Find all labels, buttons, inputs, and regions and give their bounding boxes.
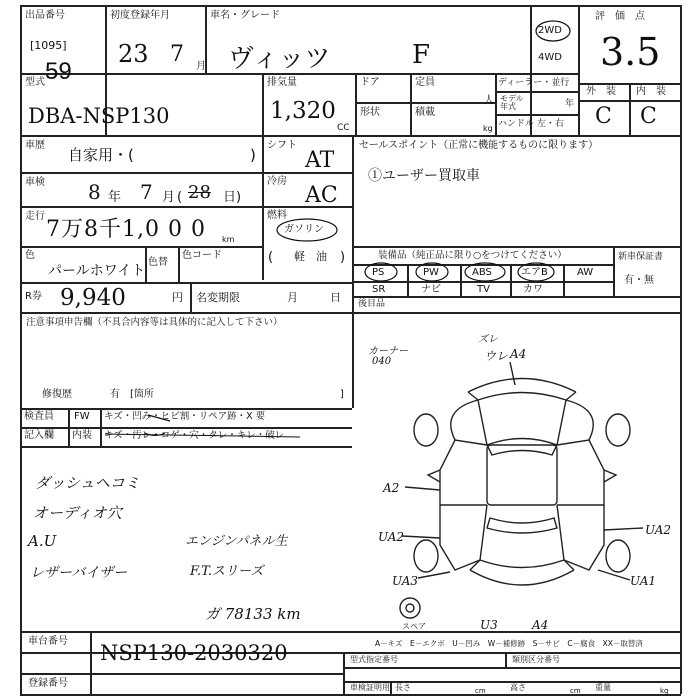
- sales-point-label: セールスポイント（正常に機能するものに限ります）: [359, 140, 599, 151]
- wheel-rear-right: [606, 540, 630, 572]
- length-label: 長さ: [395, 683, 411, 692]
- inspection-label: 車検: [25, 177, 45, 188]
- car-left-fender: [451, 400, 478, 440]
- model-year-label: モデル 年式: [500, 94, 524, 112]
- warranty-label: 新車保証書: [618, 252, 664, 262]
- color-code-label: 色コード: [182, 250, 222, 261]
- wheel-front-right: [606, 414, 630, 446]
- note-2: オーディオ穴: [33, 504, 122, 522]
- mileage-unit: km: [222, 235, 235, 244]
- equip-leather: カワ: [523, 284, 543, 295]
- displacement-label: 排気量: [267, 77, 297, 88]
- damage-ua2-right: UA2: [645, 523, 672, 537]
- leader-top: [510, 362, 515, 385]
- damage-a2: A2: [383, 481, 400, 495]
- spare-label: スペア: [402, 622, 426, 631]
- note-6: F.T.スリーズ: [190, 564, 264, 579]
- int-label: 内装: [72, 430, 92, 441]
- displacement-unit: CC: [337, 123, 350, 133]
- history-value: 自家用・(: [68, 146, 134, 164]
- name-change-month: 月: [287, 291, 298, 304]
- int-strike: [105, 434, 300, 437]
- color-label: 色: [25, 250, 35, 261]
- grade: F: [412, 40, 431, 70]
- door-label: ドア: [360, 77, 380, 88]
- damage-a4-rear: A4: [532, 618, 549, 632]
- pw-circle: [416, 263, 448, 281]
- load-label: 積載: [415, 107, 435, 118]
- name-change-label: 名変期限: [196, 291, 240, 304]
- fw-label: FW: [74, 411, 90, 422]
- chassis-value: NSP130-2030320: [100, 641, 288, 665]
- warranty-value: 有・無: [624, 275, 654, 286]
- car-front-bumper: [468, 379, 576, 393]
- equip-tv: TV: [477, 284, 490, 295]
- year-unit: 年: [565, 99, 575, 109]
- aircon-label: 冷房: [267, 176, 287, 187]
- designation-label: 型式指定番号: [350, 655, 398, 664]
- notes-label: 注意事項申告欄（不具合内容等は具体的に記入して下さい）: [26, 317, 283, 328]
- equipment-label: 装備品（純正品に限り○をつけてください）: [378, 250, 567, 261]
- fuel-gasoline: ガソリン: [284, 224, 324, 235]
- mirror-right: [604, 470, 616, 482]
- equip-ps: PS: [372, 267, 385, 278]
- equip-pw: PW: [423, 267, 439, 278]
- gasoline-circle: [277, 219, 337, 241]
- interior-grade: C: [640, 104, 657, 129]
- height-label: 高さ: [510, 683, 526, 692]
- drive-2wd-circle: [536, 21, 570, 41]
- inspection-day: 28: [188, 182, 211, 203]
- car-right-fender: [566, 400, 593, 440]
- inspector-label-1: 検査員: [24, 411, 54, 422]
- fw-text: キズ・凹み・ヒビ割・リペア跡・X 要: [104, 411, 266, 422]
- repair-close: ]: [340, 389, 344, 400]
- diag-note-corner: カーナー: [368, 346, 408, 357]
- capacity-label: 定員: [415, 77, 435, 88]
- model-label: 車名・グレード: [210, 10, 280, 21]
- repair-value: 有 [箇所: [110, 389, 154, 400]
- mileage-label: 走行: [25, 211, 45, 222]
- model-name: ヴィッツ: [228, 44, 331, 74]
- weight-unit: kg: [660, 687, 669, 695]
- exterior-grade: C: [595, 104, 612, 129]
- inspection-month-unit: 月: [162, 190, 176, 205]
- cert-label: 車検証明用: [350, 683, 390, 692]
- inspection-month: 7: [140, 180, 153, 204]
- leader-ua2-right: [604, 528, 643, 530]
- length-unit: cm: [475, 687, 486, 695]
- first-reg-month: 7: [170, 42, 184, 67]
- mileage-value: 7万8千1,0 0 0: [46, 217, 206, 242]
- leader-ua3: [418, 572, 450, 578]
- damage-u3: U3: [480, 618, 498, 632]
- inspection-year: 8: [88, 180, 101, 204]
- recycle-value: 9,940: [60, 285, 126, 311]
- interior-label: 内 装: [636, 86, 666, 97]
- equip-abs: ABS: [472, 267, 492, 278]
- note-1: ダッシュヘコミ: [35, 474, 140, 492]
- fuel-diesel: 軽 油: [294, 250, 327, 263]
- inspection-day-unit: 日): [223, 190, 242, 205]
- diag-note-a4: A4: [510, 347, 527, 361]
- damage-ua3: UA3: [392, 574, 419, 588]
- rear-seat-label: 後目品: [358, 299, 386, 309]
- leader-ua2-left: [402, 536, 440, 538]
- note-4: レザーバイザー: [30, 565, 128, 581]
- car-rear-window: [487, 518, 557, 533]
- capacity-unit: 人: [484, 95, 494, 106]
- exterior-label: 外 装: [586, 86, 616, 97]
- shift-label: シフト: [267, 140, 297, 151]
- first-reg-year: 23: [118, 40, 149, 68]
- car-rear-bumper: [470, 570, 574, 585]
- lot-label: 出品番号: [25, 10, 65, 21]
- inspection-year-unit: 年: [108, 190, 122, 205]
- class-label: 類別区分番号: [512, 655, 560, 664]
- lot-code: [1095]: [30, 39, 67, 52]
- equip-airbag: エアB: [521, 267, 548, 278]
- equip-navi: ナビ: [421, 284, 441, 295]
- note-7: ガ 78133 km: [205, 605, 301, 623]
- displacement-value: 1,320: [270, 98, 336, 124]
- diag-note-040: 040: [372, 356, 392, 367]
- airbag-circle: [518, 263, 554, 281]
- recycle-unit: 円: [172, 291, 183, 304]
- score-label: 評 価 点: [595, 11, 645, 22]
- diag-note-ure: ウレ: [484, 349, 509, 363]
- damage-ua2-left: UA2: [378, 530, 405, 544]
- load-unit: kg: [483, 124, 493, 133]
- abs-circle: [465, 263, 505, 281]
- handle-label: ハンドル 左・右: [498, 119, 564, 129]
- car-windshield: [487, 439, 557, 456]
- weight-label: 重量: [595, 683, 611, 692]
- damage-ua1: UA1: [630, 574, 657, 588]
- history-label: 車歴: [25, 140, 45, 151]
- score: 3.5: [600, 30, 661, 74]
- wheel-front-left: [414, 414, 438, 446]
- shape-label: 形状: [360, 107, 380, 118]
- spare-wheel: [400, 598, 420, 618]
- drive-4wd: 4WD: [538, 52, 562, 63]
- lot-number: 59: [45, 58, 72, 85]
- fw-strike: [148, 415, 170, 421]
- reg-label: 登録番号: [28, 678, 68, 689]
- sales-point-value: ①ユーザー買取車: [368, 168, 480, 184]
- type-value: DBA-NSP130: [28, 104, 170, 128]
- leader-a2: [405, 487, 440, 490]
- first-reg-label: 初度登録年月: [110, 10, 170, 21]
- fuel-label: 燃料: [267, 210, 287, 221]
- first-reg-month-unit: 月: [196, 61, 206, 72]
- ps-circle: [365, 263, 397, 281]
- note-3: A.U: [28, 532, 57, 550]
- drive-2wd: 2WD: [538, 25, 562, 36]
- height-unit: cm: [570, 687, 581, 695]
- color-value: パールホワイト: [48, 263, 146, 279]
- repaint-label: 色替: [148, 257, 168, 268]
- type-label: 型式: [25, 77, 45, 88]
- equip-aw: AW: [577, 267, 594, 278]
- int-text: キズ・汚レ・コゲ・穴・タレ・キレ・破レ: [104, 430, 285, 441]
- car-hood: [478, 393, 566, 446]
- inspector-label-2: 記入欄: [24, 430, 54, 441]
- repair-label: 修復歴: [42, 389, 72, 400]
- chassis-label: 車台番号: [28, 636, 68, 647]
- car-diagram: [400, 362, 643, 618]
- damage-legend: A－キズ E－エクボ U－凹み W－補修跡 S－サビ C－腐食 XX－取替済: [375, 639, 643, 648]
- shift-value: AT: [305, 148, 335, 173]
- dealer-label: ディーラー・並行: [498, 78, 570, 88]
- history-close: ): [250, 146, 256, 164]
- recycle-label: R券: [25, 291, 42, 302]
- name-change-day: 日: [330, 291, 341, 304]
- car-trunk: [480, 505, 564, 568]
- diag-note-shift: ズレ: [478, 334, 498, 345]
- note-5: エンジンパネル生: [185, 534, 288, 549]
- wheel-rear-left: [414, 540, 438, 572]
- aircon-value: AC: [305, 183, 338, 208]
- auction-sheet: 出品番号 [1095] 59 初度登録年月 23 7 月 車名・グレード ヴィッツ F 2WD 4WD 評 価 点 3.5 型式 DBA-NSP130 排気量 1,320 CC ドア 定員 人 形状 積載 kg ディーラー・並行 モデル 年式 年 ハンドル 左・右 外 装 内 装 C C 車歴 自家用・( ) 車検 8 年 7 月 ( 28 日) 走行 7万8千1,0 0 0 km 色 パールホワイト 色替 色コード R券 9,940 円 名変期限 月 日 シフト AT 冷房 AC 燃料 ガソリン ( 軽 油 ) セールスポイント（正常に機能するものに限ります） ①ユーザー買取車 装備品（純正品に限り○をつけてください） PS PW ABS エアB AW SR ナビ TV カワ 新車保証書 有・無 後目品 注意事項申告欄（不具合内容等は具体的に記入して下さい） 修復歴 有 [箇所 ] 検査員 記入欄 FW キズ・凹み・ヒビ割・リペア跡・X 要 内装 キズ・汚レ・コゲ・穴・タレ・キレ・破レ ダッシュヘコミ オーディオ穴 A.U レザーバイザー エンジンパネル生 F.T.スリーズ ガ 78133 km カーナー 040 ズレ ウレ A4 A2 UA2 UA2 UA3 UA1 U3 A4 スペア A－キズ E－エクボ U－凹み W－補修跡 S－サビ C－腐食 XX－取替済 車台番号 NSP130-2030320 登録番号 型式指定番号 類別区分番号 車検証明用 長さ cm 高さ cm 重量 kg: [0, 0, 700, 700]
- equip-sr: SR: [372, 284, 386, 295]
- mirror-left: [428, 470, 440, 482]
